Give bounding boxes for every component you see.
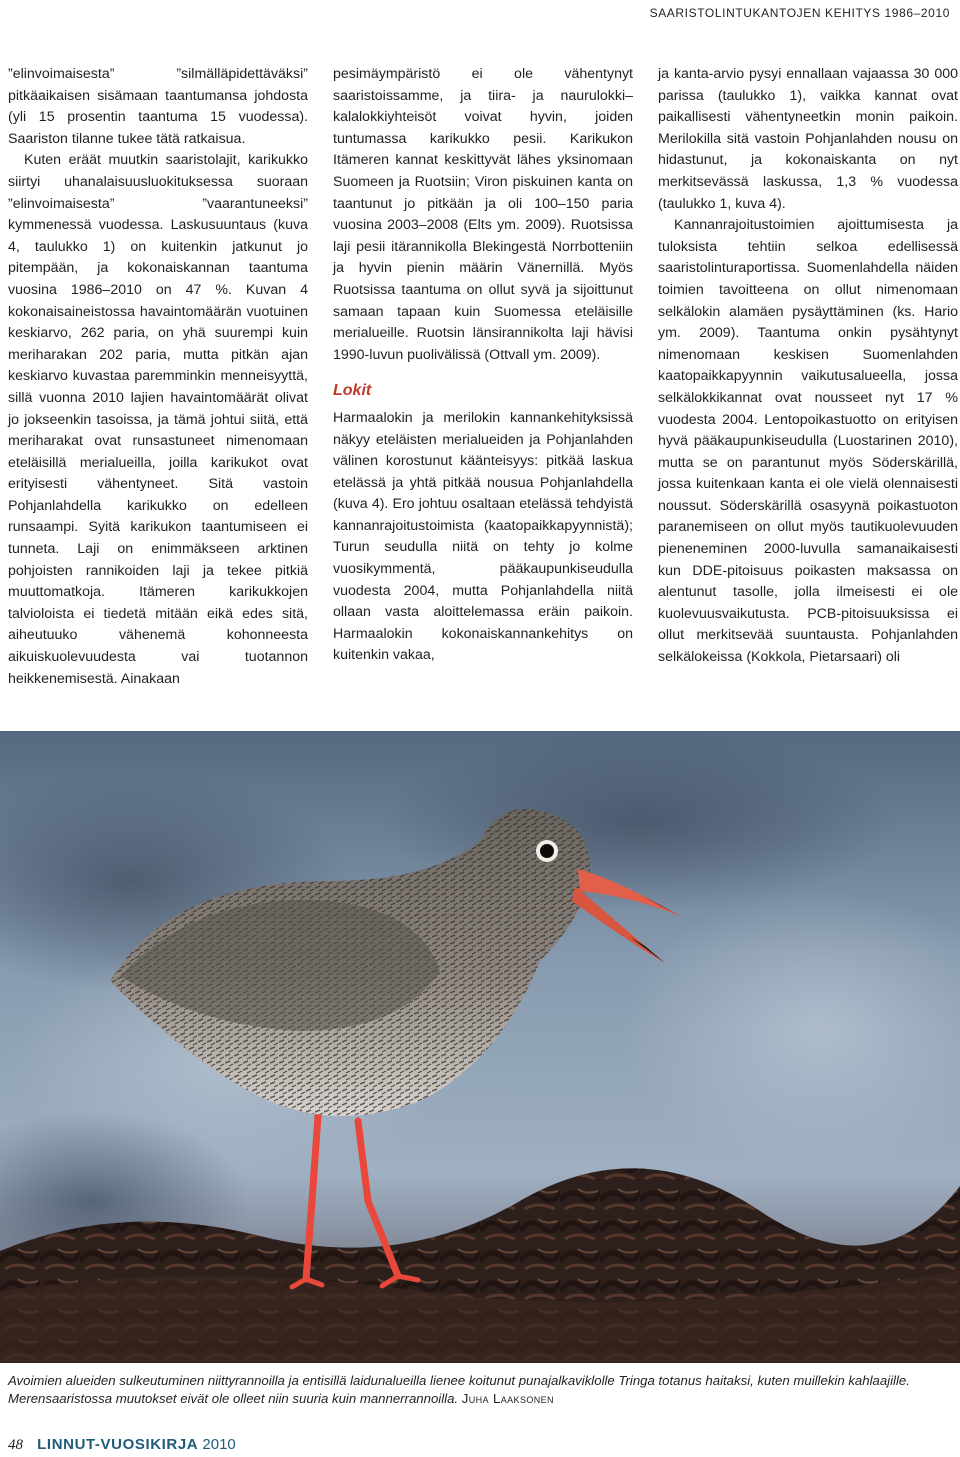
photo-caption — [8, 1372, 952, 1408]
paragraph: ”elinvoimaisesta” ”silmälläpidettäväksi” pitkäaikaisen sisämaan taantumansa johdosta (yli 15 prosentin taantuma 15 vuodessa). Saariston tilanne tukee tätä ratkaisua. — [8, 66, 308, 147]
text-column-3 — [658, 64, 958, 669]
publication-year: 2010 — [202, 1436, 236, 1453]
page-number: 48 — [8, 1437, 23, 1453]
text-column-2 — [333, 64, 633, 667]
paragraph: ja kanta-arvio pysyi ennallaan vajaassa 30 000 parissa (taulukko 1), vaikka kannat ovat paikallisesti vähentyneetkin monin paikoin. Merilokilla sitä vastoin Pohjanlahden nousu on hidastunut, ja kokonaiskanta on nyt merkitsevässä laskussa, 1,3 % vuodessa (taulukko 1, kuva 4). — [658, 66, 958, 212]
caption-text: Avoimien alueiden sulkeutuminen niittyrannoilla ja entisillä laidunalueilla lienee koitunut punajalkaviklolle Tringa totanus haitaksi, kuten muillekin kahlaajille. Merensaaristossa muutokset eivät ole olleet niin suuria kuin mannerrannoilla. — [8, 1373, 910, 1406]
bird-illustration — [0, 731, 960, 1363]
running-header: SAARISTOLINTUKANTOJEN KEHITYS 1986–2010 — [649, 6, 950, 20]
paragraph: Kuten eräät muutkin saaristolajit, karikukko siirtyi uhanalaisuusluokituksessa suoraan ”elinvoimaisesta” ”vaarantuneeksi” kymmenessä vuodessa. Laskusuuntaus (kuva 4, taulukko 1) on kuitenkin jatkunut jo pitempään, ja kokonaiskannan taantuma vuosina 1986–2010 on 47 %. Kuvan 4 kokonaisaineistossa havaintomäärän vuotuinen keskiarvo, 262 paria, on yhä suurempi kuin meriharakan 202 paria, mutta pitkän ajan keskiarvo kuvastaa paremminkin menneisyyttä, sillä vuonna 2010 lajien havaintomäärät olivat jo jokseenkin tasoissa, ja tämä johtui siitä, että meriharakat ovat runsastuneet nimenomaan eteläisillä merialueilla, joilla karikukot ovat erityisesti vähentyneet. Sitä vastoin Pohjanlahdella karikukko on edelleen runsaampi. Syitä karikukon taantumiseen ei tunneta. Laji on enimmäkseen arktinen pohjoisten rannikoiden laji ja tekee pitkiä muuttomatkoja. Itämeren karikukkojen talvioloista ei tiedetä mitään eikä edes sitä, aiheutuuko vähenemä kohonneesta aikuiskuolevuudesta vai tuotannon heikkenemisestä. Ainakaan — [8, 152, 308, 687]
paragraph: pesimäympäristö ei ole vähentynyt saaristoissamme, ja tiira- ja naurulokki–kalalokkiyhteisöt voivat hyvin, joiden tuntumassa karikukko pesii. Karikukon Itämeren kannat keskittyvät lähes yksinomaan Suomeen ja Ruotsiin; Viron piskuinen kanta on taantunut jo pitkään ja oli 100–150 paria vuosina 2003–2008 (Elts ym. 2009). Ruotsissa laji pesii itärannikolla Blekingestä Norrbotteniin ja hyvin pienin määrin Vänernillä. Myös Ruotsissa taantuma on ollut syvä ja sijoittunut samaan tapaan kuin Suomessa eteläisille merialueille. Ruotsin länsirannikolta laji hävisi 1990-luvun puolivälissä (Ottvall ym. 2009). — [333, 66, 633, 363]
publication-title: LINNUT-VUOSIKIRJA — [37, 1436, 199, 1453]
text-column-1 — [8, 64, 308, 690]
photo-credit: Juha Laaksonen — [461, 1391, 554, 1406]
paragraph: Harmaalokin ja merilokin kannankehityksissä näkyy eteläisten merialueiden ja Pohjanlahden välinen korostunut käänteisyys: pitkää laskua etelässä ja yhtä pitkää nousua Pohjanlahdella (kuva 4). Ero johtuu osaltaan etelässä tehdyistä kannanrajoitustoimista (kaatopaikkapyynnistä); Turun seudulla niitä on tehty jo kolme vuosikymmentä, pääkaupunkiseudulla vuodesta 2004, mutta Pohjanlahdella niitä ollaan vasta aloittelemassa eräin paikoin. Harmaalokin kokonaiskannankehitys on kuitenkin vakaa, — [333, 409, 633, 664]
redshank-photo — [0, 731, 960, 1363]
paragraph: Kannanrajoitustoimien ajoittumisesta ja tuloksista tehtiin selkoa edellisessä saaristolinturaportissa. Suomenlahdella näiden toimien tavoitteena on ollut nimenomaan selkälokin alamäen pysäyttäminen (ks. Hario ym. 2009). Taantuma onkin pysähtynyt nimenomaan keskisen Suomenlahden kaatopaikkapyynnin vaikutusalueella, jossa selkälokkikannat ovat nousseet nyt 17 % vuodesta 2004. Lentopoikastuotto on erityisen hyvä pääkaupunkiseudulla (Luostarinen 2010), mutta se on parantunut myös Söderskärillä, jossa kuitenkaan kanta ei ole vielä olennaisesti noussut. Söderskärillä osasyynä poikastuoton paranemiseen on ollut myös tautikuolevuuden pieneneminen 2000-luvulla samanaikaisesti kun DDE-pitoisuus poikasten maksassa on alentunut tasolle, jolla ilmeisesti ei ole kuolevuusvaikutusta. PCB-pitoisuuksissa ei ollut merkitsevää suuntausta. Pohjanlahden selkälokeissa (Kokkola, Pietarsaari) oli — [658, 217, 958, 666]
section-heading-lokit: Lokit — [333, 382, 372, 400]
page-footer — [8, 1436, 236, 1454]
